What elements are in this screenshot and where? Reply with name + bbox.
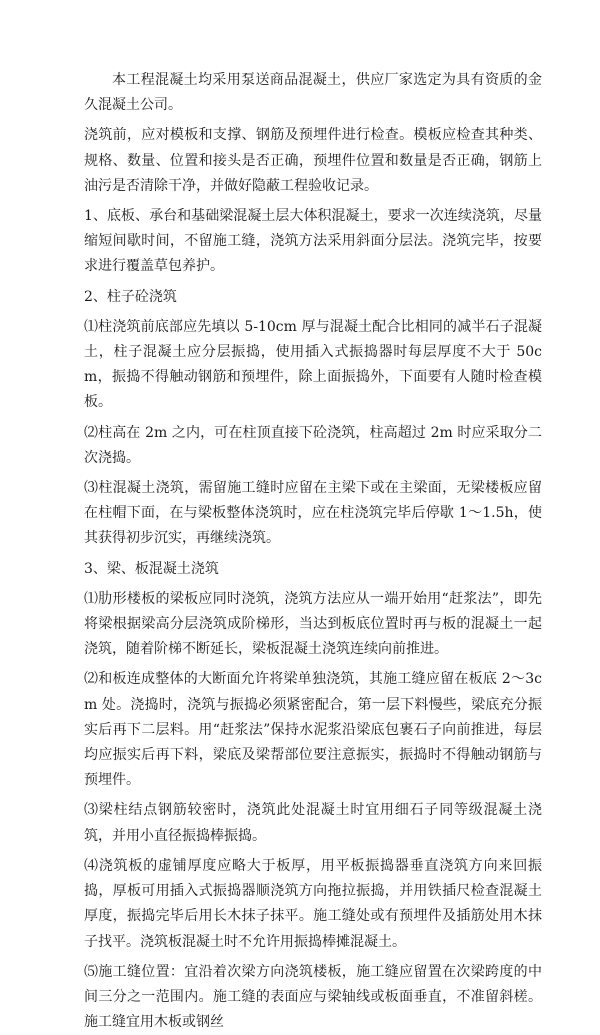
section-heading-columns: 2、柱子砼浇筑: [84, 288, 177, 305]
paragraph-item-3-5: ⑸施工缝位置：宜沿着次梁方向浇筑楼板，施工缝应留置在次梁跨度的中间三分之一范围内。施工缝的表面应与梁轴线或板面垂直，不准留斜槎。施工缝宜用木板或钢丝: [84, 963, 542, 1031]
section-heading-beams-slabs: 3、梁、板混凝土浇筑: [84, 560, 219, 577]
paragraph-item-2-2: ⑵柱高在 2m 之内，可在柱顶直接下砼浇筑，柱高超过 2m 时应采取分二次浇捣。: [84, 424, 542, 466]
paragraph-item-3-4: ⑷浇筑板的虚铺厚度应略大于板厚，用平板振捣器垂直浇筑方向来回振捣，厚板可用插入式振捣器顺浇筑方向拖拉振捣，并用铁插尺检查混凝土厚度，振捣完毕后用长木抹子抹平。施工缝处或有预埋件及插筋处用木抹子找平。浇筑板混凝土时不允许用振捣棒摊混凝土。: [84, 857, 542, 950]
paragraph-pre-check: 浇筑前，应对模板和支撑、钢筋及预埋件进行检查。模板应检查其种类、规格、数量、位置和接头是否正确，预埋件位置和数量是否正确，钢筋上油污是否清除干净，并做好隐蔽工程验收记录。: [84, 127, 542, 194]
paragraph-item-3-1: ⑴肋形楼板的梁板应同时浇筑，浇筑方法应从一端开始用“赶浆法”，即先将梁根据梁高分层浇筑成阶梯形，当达到板底位置时再与板的混凝土一起浇筑，随着阶梯不断延长，梁板混凝土浇筑连续向前推进。: [84, 590, 542, 658]
paragraph-item-2-1: ⑴柱浇筑前底部应先填以 5-10cm 厚与混凝土配合比相同的减半石子混凝土，柱子混凝土应分层振捣，使用插入式振捣器时每层厚度不大于 50cm，振捣不得触动钢筋和预埋件，除上面振捣外，下面要有人随时检查模板。: [84, 318, 542, 411]
paragraph-item-1: 1、底板、承台和基础梁混凝土层大体积混凝土，要求一次连续浇筑，尽量缩短间歇时间，不留施工缝，浇筑方法采用斜面分层法。浇筑完毕，按要求进行覆盖草包养护。: [84, 208, 542, 275]
paragraph-intro: 本工程混凝土均采用泵送商品混凝土，供应厂家选定为具有资质的金久混凝土公司。: [84, 72, 542, 114]
paragraph-item-2-3: ⑶柱混凝土浇筑，需留施工缝时应留在主梁下或在主梁面，无梁楼板应留在柱帽下面，在与梁板整体浇筑时，应在柱浇筑完毕后停歇 1～1.5h，使其获得初步沉实，再继续浇筑。: [84, 480, 542, 547]
paragraph-item-3-2: ⑵和板连成整体的大断面允许将梁单独浇筑，其施工缝应留在板底 2～3cm 处。浇捣时，浇筑与振捣必须紧密配合，第一层下料慢些，梁底充分振实后再下二层料。用“赶浆法”保持水泥浆沿梁底包裹石子向前推进，每层均应振实后再下料，梁底及梁帮部位要注意振实，振捣时不得触动钢筋与预埋件。: [84, 671, 542, 789]
paragraph-item-3-3: ⑶梁柱结点钢筋较密时，浇筑此处混凝土时宜用细石子同等级混凝土浇筑，并用小直径振捣棒振捣。: [84, 802, 542, 844]
